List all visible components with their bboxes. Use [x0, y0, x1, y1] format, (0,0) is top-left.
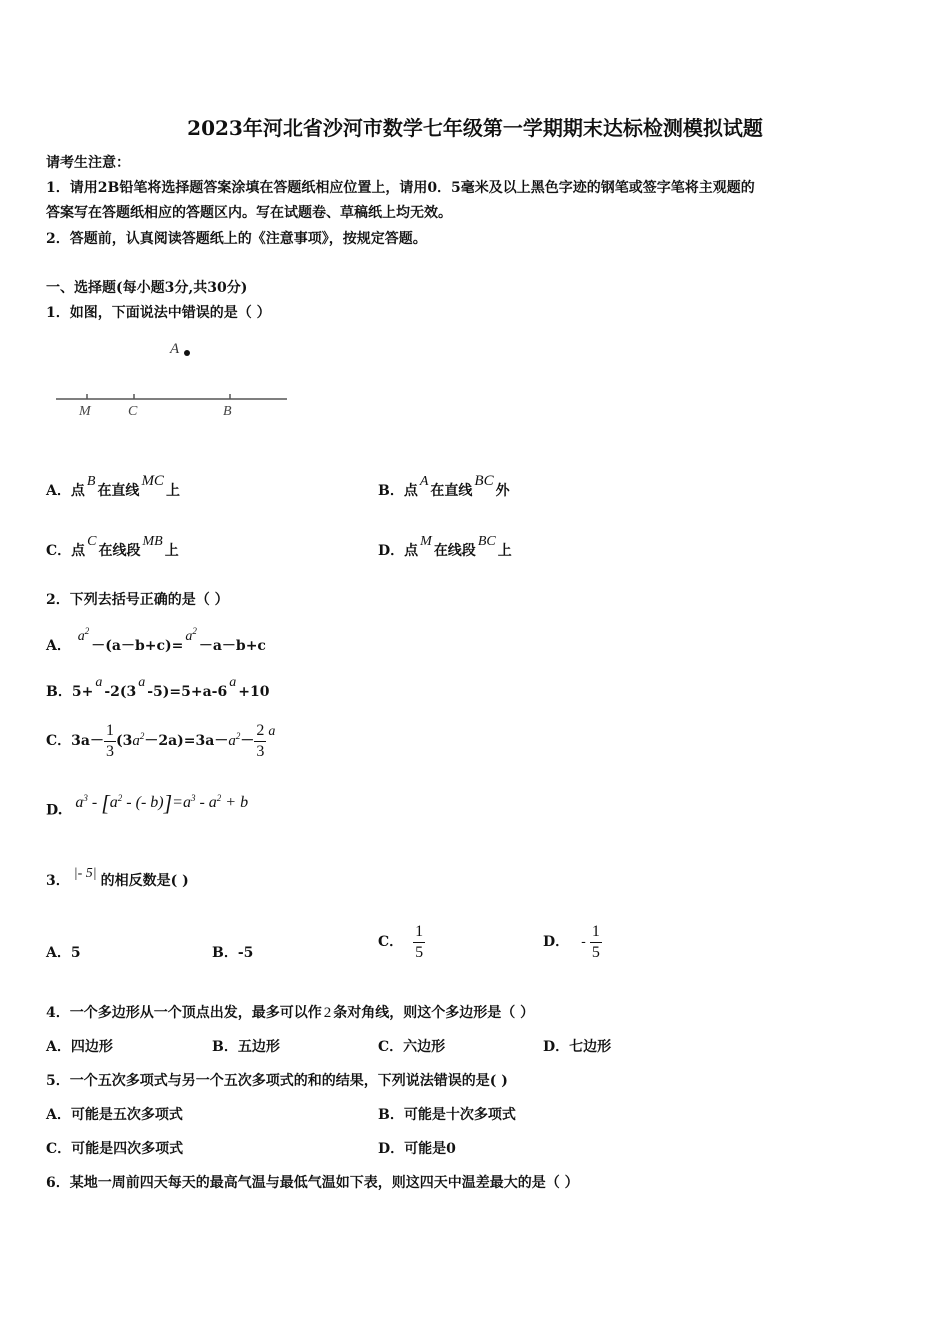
- notice-line-2: 2．答题前，认真阅读答题纸上的《注意事项》，按规定答题。: [46, 231, 427, 247]
- option-label: D．点: [378, 543, 419, 559]
- math-var: a: [229, 675, 237, 690]
- q1-option-a[interactable]: [46, 473, 180, 500]
- math-var: $a^2$: [77, 626, 90, 644]
- option-label: C．: [378, 934, 404, 950]
- q5-option-d[interactable]: D．可能是0: [378, 1141, 456, 1157]
- option-text: －a－b+c: [198, 638, 266, 654]
- q1-option-b[interactable]: [378, 473, 510, 500]
- point-a-dot: [184, 350, 190, 356]
- q4-option-c[interactable]: C．六边形: [378, 1039, 446, 1055]
- option-text: －(a－b+c)=: [91, 638, 184, 654]
- option-text: 在线段: [433, 543, 476, 559]
- option-text: 上: [164, 543, 179, 559]
- point-b-label: B: [223, 404, 232, 419]
- q2-option-b[interactable]: [46, 675, 270, 701]
- question-5-stem: 5．一个五次多项式与另一个五次多项式的和的结果，下列说法错误的是( ): [46, 1073, 508, 1089]
- math-var: a: [268, 724, 276, 739]
- segment-name: MB: [142, 534, 163, 549]
- question-3-stem: 3． |- 5| 的相反数是( ): [46, 866, 189, 889]
- option-text: -2(3: [104, 684, 137, 700]
- math-var: $a^2$: [228, 731, 241, 749]
- fraction: $\frac{2}{3}$: [256, 721, 265, 760]
- option-text: 在线段: [98, 543, 141, 559]
- option-text: +10: [238, 684, 270, 700]
- q3-option-d[interactable]: [543, 918, 602, 966]
- q4-option-d[interactable]: D．七边形: [543, 1039, 612, 1055]
- option-text: -5)=5+a-6: [147, 684, 228, 700]
- notice-line-1a: 1．请用2B铅笔将选择题答案涂填在答题纸相应位置上，请用0．5毫米及以上黑色字迹的钢笔或签字笔将主观题的: [46, 180, 755, 196]
- math-var: a: [138, 675, 146, 690]
- question-4-stem: 4．一个多边形从一个顶点出发，最多可以作 2 条对角线，则这个多边形是（ ）: [46, 1005, 535, 1021]
- option-text: 在直线: [97, 483, 140, 499]
- math-var: a: [95, 675, 103, 690]
- fraction: $\frac{1}{3}$: [105, 721, 114, 760]
- q5-option-c[interactable]: C．可能是四次多项式: [46, 1141, 184, 1157]
- math-var: $a^2$: [132, 731, 145, 749]
- fraction: $\frac{1}{5}$: [415, 922, 424, 961]
- q3-option-a[interactable]: A．5: [46, 945, 81, 961]
- q2-option-a[interactable]: [46, 626, 266, 655]
- q1-option-c[interactable]: [46, 534, 179, 560]
- q5-option-a[interactable]: A．可能是五次多项式: [46, 1107, 183, 1123]
- option-label: D．: [543, 934, 570, 950]
- option-label: A．: [46, 638, 71, 654]
- q3-option-c[interactable]: [378, 918, 425, 966]
- point-name: M: [420, 534, 432, 549]
- page-title: 2023年河北省沙河市数学七年级第一学期期末达标检测模拟试题: [187, 116, 763, 140]
- point-c-label: C: [128, 404, 138, 419]
- point-name: B: [86, 474, 96, 489]
- q4-option-b[interactable]: B．五边形: [212, 1039, 280, 1055]
- section-heading: 一、选择题(每小题3分,共30分): [46, 280, 248, 296]
- segment-name: BC: [477, 534, 496, 549]
- option-label: A．点: [46, 483, 85, 499]
- option-text: 上: [165, 483, 180, 499]
- point-name: A: [419, 474, 429, 489]
- point-a-label: A: [170, 341, 180, 357]
- q2-option-d[interactable]: [46, 790, 249, 824]
- option-text: (3: [115, 733, 133, 749]
- option-text: 上: [497, 543, 512, 559]
- option-label: D.: [46, 802, 63, 819]
- q1-figure: [50, 335, 300, 425]
- notice-heading: 请考生注意：: [46, 155, 130, 171]
- q2-option-c[interactable]: [46, 716, 277, 766]
- q4-option-a[interactable]: A．四边形: [46, 1039, 113, 1055]
- notice-line-1b: 答案写在答题纸相应的答题区内。写在试题卷、草稿纸上均无效。: [46, 205, 452, 221]
- q3-option-b[interactable]: B．-5: [212, 945, 254, 961]
- question-6-stem: 6．某地一周前四天每天的最高气温与最低气温如下表，则这四天中温差最大的是（ ）: [46, 1175, 579, 1191]
- option-text: 在直线: [430, 483, 473, 499]
- math-var: $a^2$: [185, 626, 197, 644]
- point-m-label: M: [79, 404, 91, 419]
- option-label: C．点: [46, 543, 86, 559]
- math-expression: $a^3 - [a^2$ - (- $b)]=a^3 - a^2 + b$: [75, 790, 249, 815]
- minus-sign: -: [581, 934, 586, 950]
- line-name: MC: [141, 473, 164, 489]
- option-label: B．点: [378, 483, 418, 499]
- q1-option-d[interactable]: [378, 534, 512, 560]
- fraction: $\frac{1}{5}$: [591, 922, 600, 961]
- option-text: －: [240, 733, 255, 749]
- line-name: BC: [474, 473, 494, 489]
- q5-option-b[interactable]: B．可能是十次多项式: [378, 1107, 516, 1123]
- option-label: C．3a－: [46, 733, 104, 749]
- question-1-stem: 1．如图，下面说法中错误的是（ ）: [46, 305, 271, 321]
- option-text: －2a)=3a－: [144, 733, 229, 749]
- question-2-stem: 2．下列去括号正确的是（ ）: [46, 592, 229, 608]
- option-text: 外: [495, 483, 510, 499]
- option-label: B．5+: [46, 684, 94, 700]
- point-name: C: [87, 534, 97, 549]
